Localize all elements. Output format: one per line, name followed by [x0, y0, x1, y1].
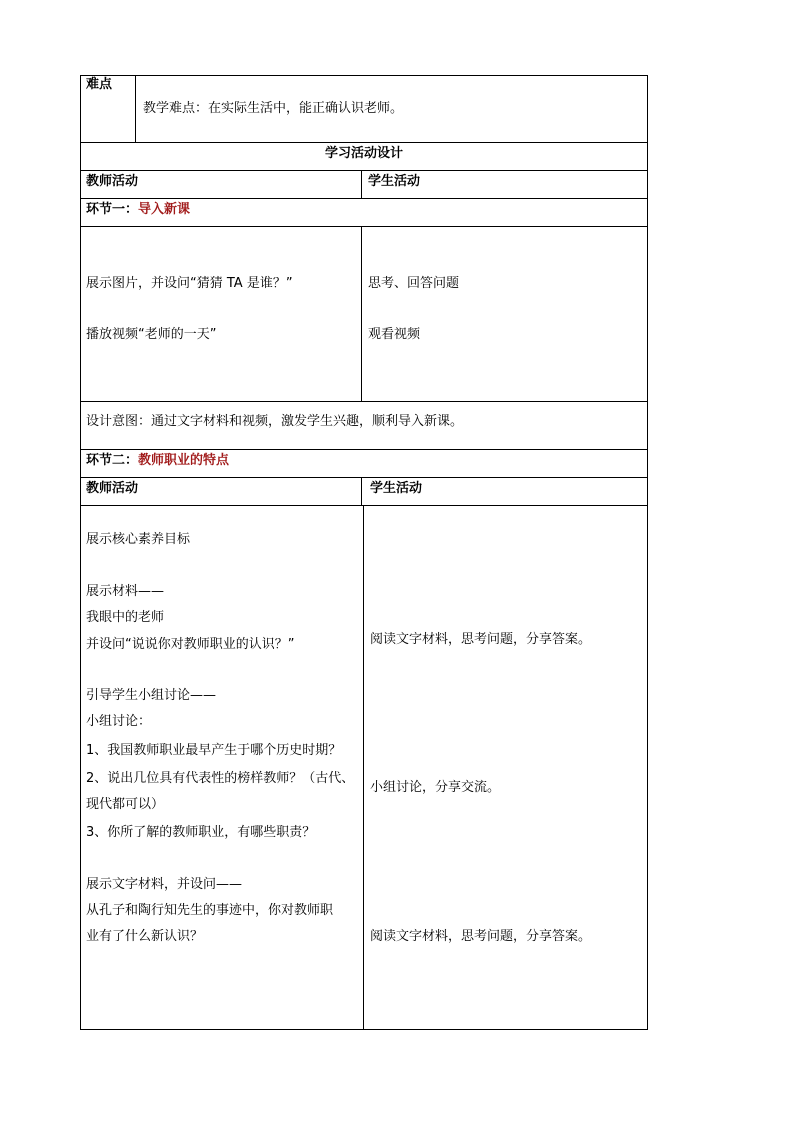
table-rule — [80, 75, 81, 1030]
table-rule — [80, 477, 648, 478]
table-rule — [361, 226, 362, 401]
section2-teacher-line: 3、你所了解的教师职业，有哪些职责？ — [86, 825, 316, 840]
section2-teacher-line: 展示文字材料，并设问—— — [86, 877, 243, 892]
table-rule — [363, 505, 364, 1030]
section2-heading — [86, 453, 229, 469]
section2-prefix: 环节二： — [86, 453, 139, 468]
section2-teacher-line: 小组讨论： — [86, 714, 152, 729]
section2-teacher-line: 并设问“说说你对教师职业的认识？” — [86, 637, 295, 652]
section2-teacher-line: 引导学生小组讨论—— — [86, 688, 217, 703]
section2-title: 教师职业的特点 — [138, 453, 230, 468]
section1-teacher-line: 展示图片，并设问“猜猜 TA 是谁？” — [86, 276, 293, 291]
section1-prefix: 环节一： — [86, 202, 139, 217]
section1-student-line: 观看视频 — [368, 327, 421, 342]
section1-intent: 设计意图：通过文字材料和视频，激发学生兴趣，顺利导入新课。 — [86, 414, 464, 429]
teacher-activity-header: 教师活动 — [86, 481, 139, 496]
table-rule — [80, 142, 648, 143]
section2-teacher-line: 展示核心素养目标 — [86, 532, 191, 547]
table-rule — [80, 1029, 648, 1030]
table-rule — [80, 226, 648, 227]
table-rule — [80, 401, 648, 402]
table-rule — [80, 449, 648, 450]
section1-student-line: 思考、回答问题 — [368, 276, 460, 291]
section1-heading — [86, 202, 190, 218]
section2-student-line: 阅读文字材料，思考问题，分享答案。 — [370, 929, 592, 944]
table-rule — [361, 477, 362, 505]
difficulty-content: 教学难点：在实际生活中，能正确认识老师。 — [143, 101, 404, 116]
design-title: 学习活动设计 — [324, 146, 403, 161]
section2-teacher-line: 2、说出几位具有代表性的榜样教师？（古代、 — [86, 771, 355, 786]
table-rule — [80, 198, 648, 199]
table-rule — [135, 75, 136, 142]
table-rule — [647, 75, 648, 1030]
section1-title: 导入新课 — [138, 202, 191, 217]
section2-teacher-line: 从孔子和陶行知先生的事迹中，你对教师职 — [86, 903, 334, 918]
table-rule — [80, 170, 648, 171]
difficulty-label: 难点 — [86, 77, 113, 92]
section1-teacher-line: 播放视频“老师的一天” — [86, 327, 217, 342]
table-rule — [80, 505, 648, 506]
section2-student-line: 小组讨论，分享交流。 — [370, 780, 501, 795]
table-rule — [361, 170, 362, 198]
section2-teacher-line: 现代都可以） — [86, 797, 165, 812]
section2-student-line: 阅读文字材料，思考问题，分享答案。 — [370, 632, 592, 647]
teacher-activity-header: 教师活动 — [86, 174, 139, 189]
section2-teacher-line: 我眼中的老师 — [86, 610, 165, 625]
section2-teacher-line: 业有了什么新认识？ — [86, 929, 204, 944]
student-activity-header: 学生活动 — [368, 174, 421, 189]
section2-teacher-line: 展示材料—— — [86, 584, 165, 599]
section2-teacher-line: 1、我国教师职业最早产生于哪个历史时期？ — [86, 743, 342, 758]
student-activity-header: 学生活动 — [370, 481, 423, 496]
table-rule — [80, 75, 648, 76]
